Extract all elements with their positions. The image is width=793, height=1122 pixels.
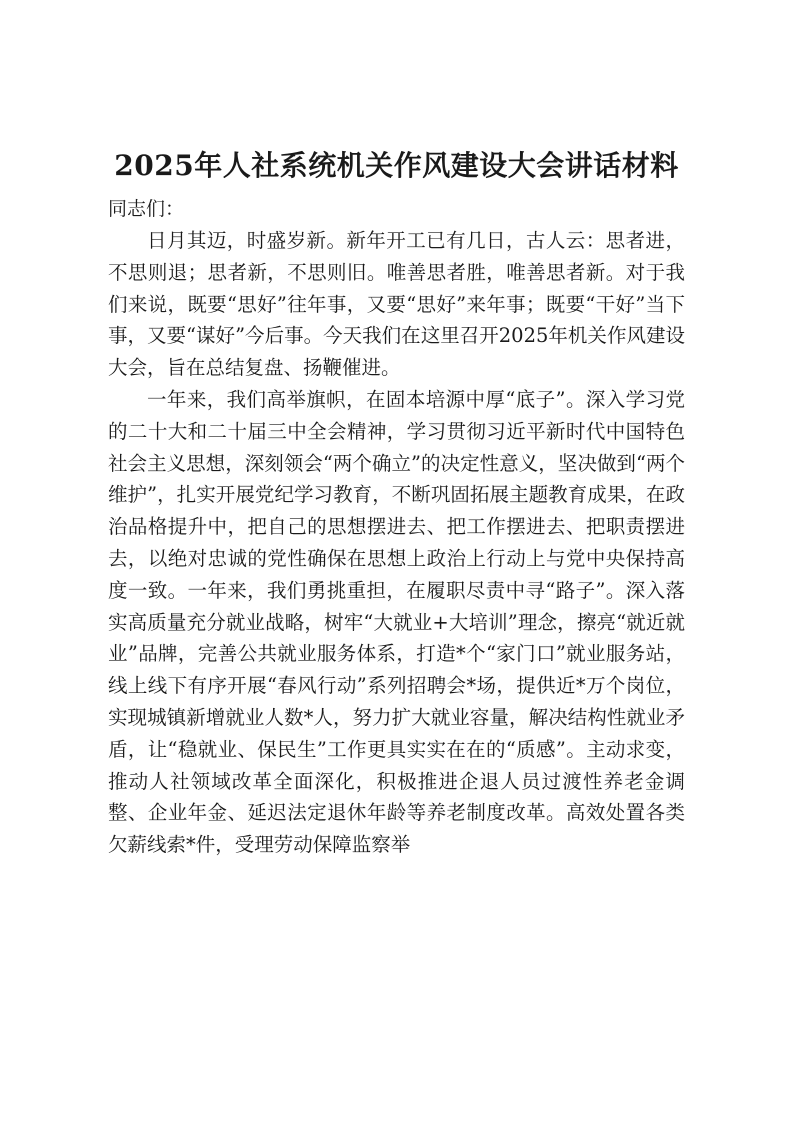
salutation: 同志们：	[108, 198, 185, 220]
paragraph-review: 一年来，我们高举旗帜，在固本培源中厚“底子”。深入学习党的二十大和二十届三中全会精神，学习贯彻习近平新时代中国特色社会主义思想，深刻领会“两个确立”的决定性意义，坚决做到“两个维护”，扎实开展党纪学习教育，不断巩固拓展主题教育成果，在政治品格提升中，把自己的思想摆进去、把工作摆进去、把职责摆进去，以绝对忠诚的党性确保在思想上政治上行动上与党中央保持高度一致。一年来，我们勇挑重担，在履职尽责中寻“路子”。深入落实高质量充分就业战略，树牢“大就业+大培训”理念，擦亮“就近就业”品牌，完善公共就业服务体系，打造*个“家门口”就业服务站，线上线下有序开展“春风行动”系列招聘会*场，提供近*万个岗位，实现城镇新增就业人数*人，努力扩大就业容量，解决结构性就业矛盾，让“稳就业、保民生”工作更具实实在在的“质感”。主动求变，推动人社领域改革全面深化，积极推进企退人员过渡性养老金调整、企业年金、延迟法定退休年龄等养老制度改革。高效处置各类欠薪线索*件，受理劳动保障监察举	[108, 387, 685, 857]
document-title: 2025年人社系统机关作风建设大会讲话材料	[114, 149, 679, 182]
document-page	[108, 138, 685, 861]
paragraph-opening: 日月其迈，时盛岁新。新年开工已有几日，古人云：思者进，不思则退；思者新，不思则旧。唯善思者胜，唯善思者新。对于我们来说，既要“思好”往年事，又要“思好”来年事；既要“干好”当下事，又要“谋好”今后事。今天我们在这里召开2025年机关作风建设大会，旨在总结复盘、扬鞭催进。	[108, 229, 685, 380]
